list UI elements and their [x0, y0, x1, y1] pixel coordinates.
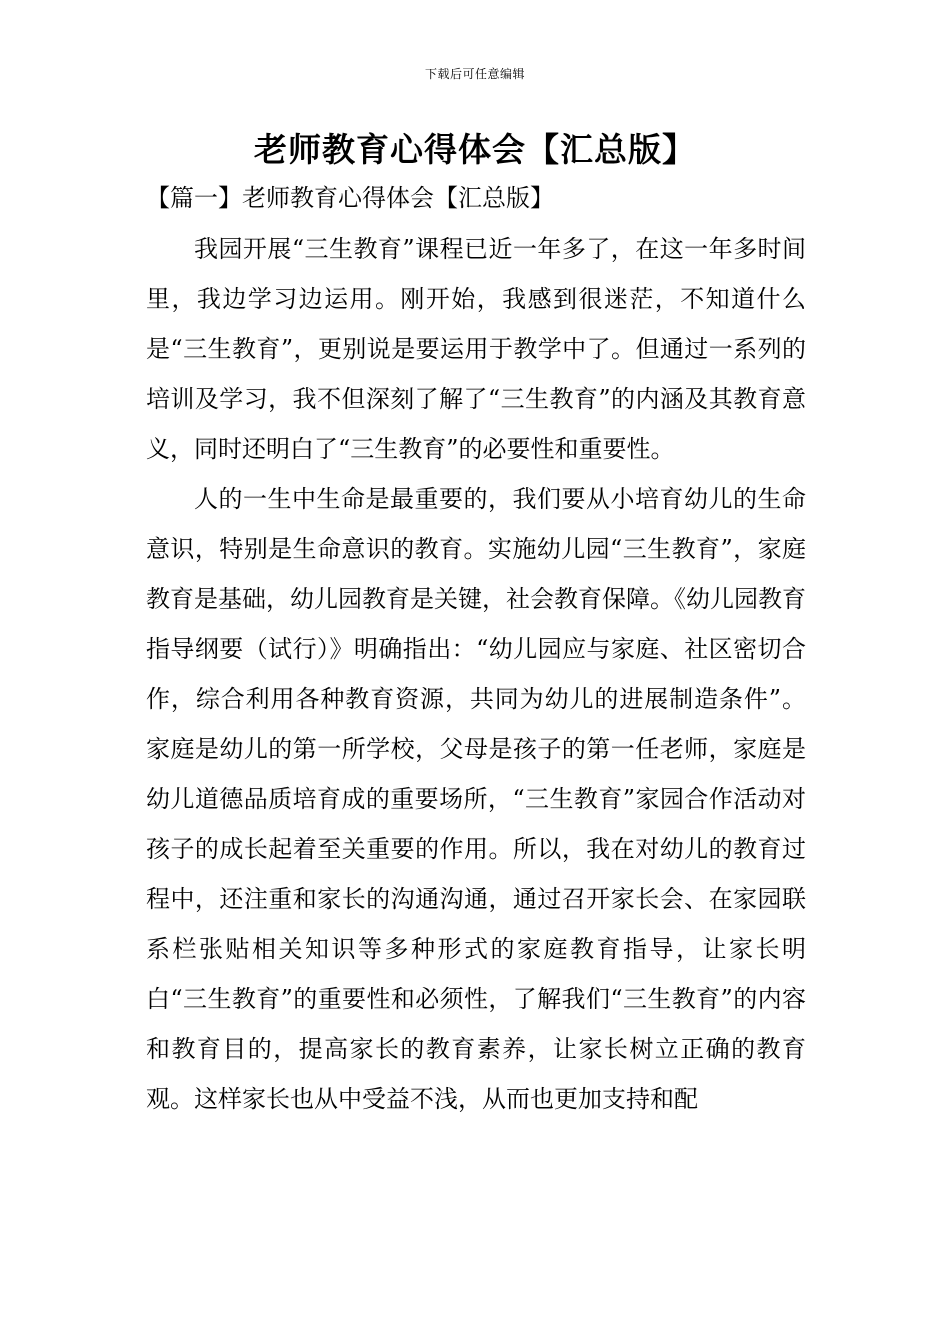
document-title: 老师教育心得体会【汇总版】	[254, 130, 696, 169]
paragraph-1: 我园开展“三生教育”课程已近一年多了，在这一年多时间里，我边学习边运用。刚开始，我感到很迷茫，不知道什么是“三生教育”，更别说是要运用于教学中了。但通过一系列的培训及学习，我不但深刻了解了“三生教育”的内涵及其教育意义，同时还明白了“三生教育”的必要性和重要性。	[146, 235, 806, 463]
header-note: 下载后可任意编辑	[424, 67, 525, 81]
section-heading: 【篇一】老师教育心得体会【汇总版】	[146, 184, 554, 212]
paragraph-2: 人的一生中生命是最重要的，我们要从小培育幼儿的生命意识，特别是生命意识的教育。实施幼儿园“三生教育”，家庭教育是基础，幼儿园教育是关键，社会教育保障。《幼儿园教育指导纲要（试行）》明确指出：“幼儿园应与家庭、社区密切合作，综合利用各种教育资源，共同为幼儿的进展制造条件”。家庭是幼儿的第一所学校，父母是孩子的第一任老师，家庭是幼儿道德品质培育成的重要场所，“三生教育”家园合作活动对孩子的成长起着至关重要的作用。所以，我在对幼儿的教育过程中，还注重和家长的沟通沟通，通过召开家长会、在家园联系栏张贴相关知识等多种形式的家庭教育指导，让家长明白“三生教育”的重要性和必须性，了解我们“三生教育”的内容和教育目的，提高家长的教育素养，让家长树立正确的教育观。这样家长也从中受益不浅，从而也更加支持和配	[146, 485, 806, 1113]
body-text	[146, 224, 806, 1124]
